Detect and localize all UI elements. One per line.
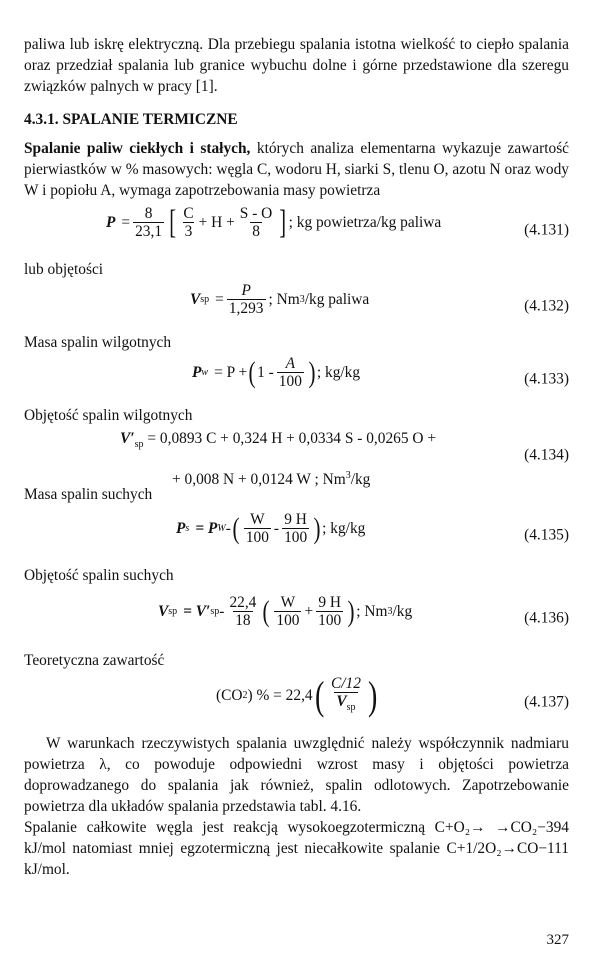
eq6-cden: 18 [235, 612, 251, 629]
eq4-line2-a: + 0,008 N + 0,0124 W ; Nm [172, 471, 346, 488]
section-heading: 4.3.1. SPALANIE TERMICZNE [24, 111, 238, 128]
label-masa-wilgotnych: Masa spalin wilgotnych [24, 334, 172, 351]
eq7-lhs-sub: 2 [242, 690, 248, 701]
eq6-unit-b: /kg [392, 603, 413, 620]
eq6-cnum: 22,4 [229, 594, 257, 611]
eq6-num1: W [280, 594, 296, 611]
eq2-number: (4.132) [524, 297, 569, 315]
eq2-unit-a: ; Nm [268, 291, 300, 308]
eq7-den: V [336, 693, 347, 710]
paragraph-fuels-lead: Spalanie paliw ciekłych i stałych, [24, 140, 251, 157]
eq5-lhs-sub: s [185, 523, 190, 534]
eq6-den1: 100 [276, 612, 300, 629]
eq5-eq-sub: W [217, 523, 226, 534]
eq5-eq: = P [195, 520, 218, 537]
eq4-lhs-sub: sp [134, 439, 144, 450]
eq2-lhs-sub: sp [200, 294, 210, 305]
label-objetosc-suchych: Objętość spalin suchych [24, 567, 174, 584]
eq4-number: (4.134) [524, 446, 569, 464]
eq4-line1: = 0,0893 C + 0,324 H + 0,0334 S - 0,0265 O + [147, 430, 437, 447]
label-masa-suchych: Masa spalin suchych [24, 486, 153, 503]
intro-paragraph: paliwa lub iskrę elektryczną. Dla przebiegu spalania istotna wielkość to ciepło spalania oraz przedział spalania lub granice wybuchu dolne i górne przedstawione dla szeregu związków palnych w pracy [1]. [24, 36, 569, 95]
eq6-eq: = V′ [183, 603, 211, 620]
eq3-num: A [285, 355, 296, 372]
eq1-unit: ; kg powietrza/kg paliwa [288, 214, 442, 231]
eq5-den2: 100 [284, 529, 308, 546]
equation-4-136: V sp = V′ sp - $\frac{22,4}{18}$ ( $\frac{W}{100}$ + $\frac{9 H}{100}$ ) ; Nm 3 /kg (4.136) [158, 594, 569, 629]
eq6-eq-sub: sp [210, 606, 220, 617]
eq2-den: 1,293 [228, 300, 264, 317]
eq1-lhs: P [106, 214, 116, 231]
equation-4-131: P = $\frac{8}{23,1}$ [ $\frac{C}{3}$ + H + $\frac{S - O}{8}$ ] ; kg powietrza/kg paliwa (4.131) [106, 203, 569, 241]
eq6-lhs: V [158, 603, 169, 620]
paragraph-final-2: Spalanie całkowite węgla jest reakcją wysokoegzotermiczną C+O₂→ →CO₂−394 kJ/mol natomiast mniej egzotermiczną jest niecałkowite spalanie C+1/2O₂→CO−111 kJ/mol. [24, 819, 569, 878]
equation-4-132: V sp = $\frac{P}{1,293}$ ; Nm 3 /kg paliwa (4.132) [190, 282, 569, 317]
eq4-line2-b: /kg [350, 471, 371, 488]
eq6-num2: 9 H [318, 594, 342, 611]
eq5-lhs: P [176, 520, 186, 537]
paragraph-final-1: W warunkach rzeczywistych spalania uwzględnić należy współczynnik nadmiaru powietrza λ, co powoduje odpowiedni wzrost masy i objętości powietrza doprowadzanego do spalania jak również, spalin odlotowych. Zapotrzebowanie powietrza dla układów spalania przedstawia tabl. 4.16. [24, 735, 569, 815]
eq2-lhs: V [190, 291, 201, 308]
eq1-so-den: 8 [252, 223, 260, 240]
eq7-lhs-b: ) % = 22,4 [247, 687, 313, 704]
paragraph-fuels-text: których analiza elementarna wykazuje zawartość pierwiastków w % masowych: węgla C, wodoru H, siarki S, tlenu O, azotu N oraz wody W i popiołu A, wymaga zapotrzebowania masy powietrza [24, 140, 570, 199]
page-number: 327 [546, 932, 569, 948]
eq5-num1: W [250, 511, 265, 528]
equation-4-133: P w = P + ( 1 - $\frac{A}{100}$ ) ; kg/kg (4.133) [192, 355, 569, 390]
eq3-den: 100 [278, 373, 302, 390]
eq3-unit: ; kg/kg [316, 364, 361, 381]
label-objetosci: lub objętości [24, 261, 104, 278]
eq7-number: (4.137) [524, 693, 569, 711]
eq5-mid: - [273, 520, 280, 537]
equation-4-134 [24, 426, 569, 488]
eq1-number: (4.131) [524, 221, 569, 239]
eq1-coef-num: 8 [144, 205, 153, 222]
eq3-lhs: P [192, 364, 202, 381]
eq6-number: (4.136) [524, 609, 569, 627]
eq5-number: (4.135) [524, 526, 569, 544]
eq3-lhs-sub: w [201, 367, 209, 378]
eq6-minus: - [219, 603, 225, 620]
eq5-den1: 100 [245, 529, 269, 546]
eq1-so-num: S - O [239, 205, 273, 222]
eq5-unit: ; kg/kg [322, 520, 366, 537]
eq2-num: P [241, 282, 251, 299]
eq7-num: C/12 [330, 675, 361, 692]
equation-4-137: (CO 2 ) % = 22,4 ( $\frac{C/12}{V_{sp}}$ ) (4.137) [216, 672, 569, 718]
paragraph-fuels [24, 138, 569, 201]
eq6-lhs-sub: sp [168, 606, 178, 617]
eq7-den-sub: sp [346, 702, 356, 713]
eq3-number: (4.133) [524, 370, 569, 388]
label-teoretyczna: Teoretyczna zawartość [24, 652, 165, 669]
eq3-one: 1 - [257, 364, 274, 381]
eq1-c-num: C [183, 205, 194, 222]
eq6-unit-a: ; Nm [356, 603, 388, 620]
eq1-c-den: 3 [184, 223, 193, 240]
page-body [24, 34, 569, 880]
eq2-unit-b: /kg paliwa [304, 291, 370, 308]
eq4-lhs: V′ [120, 430, 135, 447]
eq5-num2: 9 H [284, 511, 307, 528]
eq2-unit-sup: 3 [299, 294, 305, 305]
eq3-rhs: = P + [214, 364, 248, 381]
eq6-unit-sup: 3 [387, 606, 393, 617]
eq7-lhs-a: (CO [216, 687, 243, 704]
label-objetosc-wilgotnych: Objętość spalin wilgotnych [24, 407, 193, 424]
eq5-minus: - [225, 520, 231, 537]
eq1-h: + H + [198, 214, 235, 231]
eq6-mid: + [304, 603, 314, 620]
equation-4-135: P s = P W - ( $\frac{W}{100}$ - $\frac{9 H}{100}$ ) ; kg/kg (4.135) [176, 511, 569, 546]
eq4-line2-sup: 3 [345, 470, 351, 481]
eq1-coef-den: 23,1 [135, 223, 163, 240]
eq6-den2: 100 [318, 612, 342, 629]
